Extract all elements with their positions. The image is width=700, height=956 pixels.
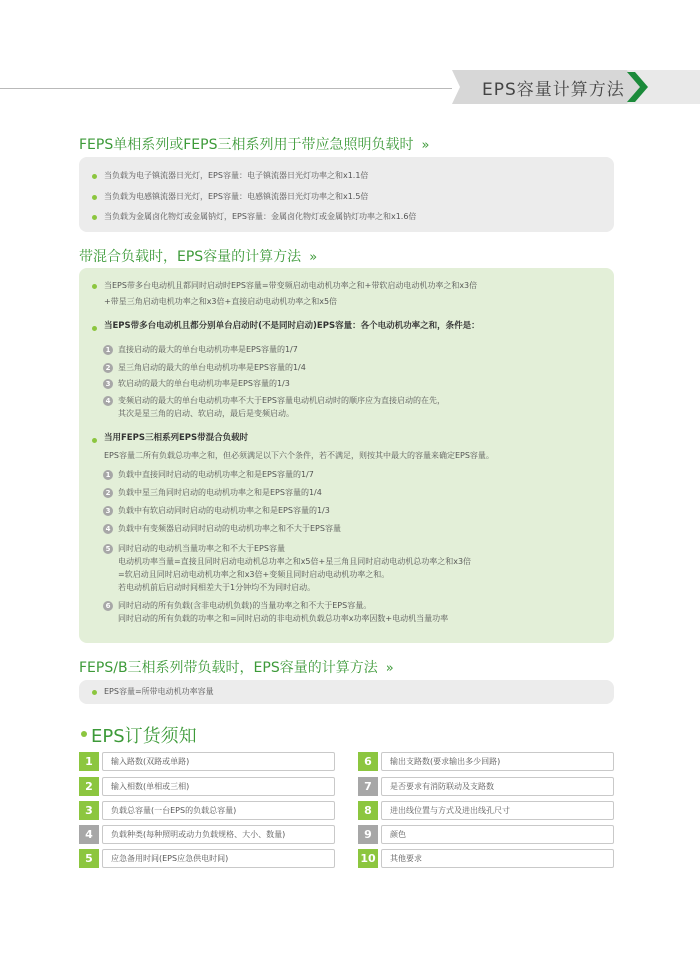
order-row [358,849,614,868]
number-badge: 2 [103,488,113,498]
number-badge: 5 [103,544,113,554]
section2-p2-title: 当EPS带多台电动机且都分别单台启动时(不是同时启动)EPS容量：各个电动机功率之和，条件是： [104,321,480,331]
section2-p3-item-cont: 若电动机前后启动时间相差大于1分钟均不为同时启动。 [118,583,316,592]
section3-heading-text: FEPS/B三相系列带负载时，EPS容量的计算方法 [79,660,378,676]
order-text: 负载种类(每种照明或动力负载规格、大小、数量) [111,830,286,839]
bullet-icon [92,195,97,200]
order-number: 1 [79,752,99,771]
number-badge: 2 [103,363,113,373]
number-badge: 6 [103,601,113,611]
order-text: 负载总容量(一台EPS的负载总容量) [111,806,237,815]
order-cell [381,825,614,844]
order-number: 4 [79,825,99,844]
chevron-right-icon: » [421,138,430,153]
page-title: EPS容量计算方法 [482,80,625,100]
section2-p2-item: 软启动的最大的单台电动机功率是EPS容量的1/3 [118,379,290,388]
bullet-icon [92,174,97,179]
section2-p3-item: 负载中直接同时启动的电动机功率之和是EPS容量的1/7 [118,470,314,479]
section2-heading [79,246,317,266]
section2-p3-title: 当用FEPS三相系列EPS带混合负载时 [104,433,249,443]
number-badge: 4 [103,396,113,406]
bullet-icon [92,690,97,695]
order-text: 应急备用时间(EPS应急供电时间) [111,854,229,863]
section2-p2-item: 星三角启动的最大的单台电动机功率是EPS容量的1/4 [118,363,306,372]
order-cell [381,801,614,820]
section3-item: EPS容量=所带电动机功率容量 [104,687,214,696]
order-cell [102,825,335,844]
order-row [79,801,335,820]
order-title: EPS订货须知 [91,726,197,747]
order-number: 3 [79,801,99,820]
order-cell [381,752,614,771]
section2-p3-item-cont: 电动机功率当量=直接且同时启动电动机总功率之和x5倍+星三角且同时启动电动机总功率之和x3倍 [118,557,472,566]
number-badge: 1 [103,345,113,355]
section3-box [79,680,614,704]
order-number: 9 [358,825,378,844]
section2-p3-item: 负载中有变频器启动同时启动的电动机功率之和不大于EPS容量 [118,524,341,533]
order-cell [381,849,614,868]
bullet-icon [92,215,97,220]
section3-heading [79,657,394,677]
order-row [79,777,335,796]
section1-heading [79,134,429,154]
number-badge: 3 [103,379,113,389]
header-rule [0,88,452,89]
order-text: 颜色 [390,830,406,839]
order-text: 输出支路数(要求输出多少回路) [390,757,501,766]
order-text: 进出线位置与方式及进出线孔尺寸 [390,806,510,815]
section2-p2-item: 直接启动的最大的单台电动机功率是EPS容量的1/7 [118,345,298,354]
section2-p3-item-cont: 同时启动的所有负载的功率之和=同时启动的非电动机负载总功率x功率因数+电动机当量功率 [118,614,449,623]
number-badge: 1 [103,470,113,480]
chevron-right-icon: » [309,250,318,265]
section2-p3-item: 负载中有软启动同时启动的电动机功率之和是EPS容量的1/3 [118,506,330,515]
section2-p3-item: 同时启动的所有负载(含非电动机负载)的当量功率之和不大于EPS容量。 [118,601,372,610]
order-row [358,752,614,771]
bullet-icon [92,284,97,289]
section1-box [79,157,614,232]
order-text: 是否要求有消防联动及支路数 [390,782,494,791]
order-number: 5 [79,849,99,868]
section1-heading-text: FEPS单相系列或FEPS三相系列用于带应急照明负载时 [79,137,414,153]
order-cell [381,777,614,796]
section2-p3-intro: EPS容量二所有负载总功率之和，但必须满足以下六个条件，若不满足，则按其中最大的容量来确定EPS容量。 [104,451,494,460]
bullet-icon [92,438,97,443]
order-cell [102,849,335,868]
bullet-icon [81,731,87,737]
section1-item: 当负载为电感镇流器日光灯，EPS容量：电感镇流器日光灯功率之和x1.5倍 [104,192,369,201]
order-row [79,825,335,844]
order-number: 8 [358,801,378,820]
section2-p2-item: 变频启动的最大的单台电动机功率不大于EPS容量电动机启动时的顺序应为直接启动的在先， [118,396,445,405]
title-tab [452,70,700,104]
order-row [79,752,335,771]
section1-item: 当负载为电子镇流器日光灯，EPS容量：电子镇流器日光灯功率之和x1.1倍 [104,171,369,180]
order-number: 6 [358,752,378,771]
order-cell [102,777,335,796]
order-row [358,825,614,844]
order-cell [102,801,335,820]
section2-box [79,268,614,643]
order-number: 10 [358,849,378,868]
order-cell [102,752,335,771]
order-number: 7 [358,777,378,796]
order-row [79,849,335,868]
section2-p3-item: 同时启动的电动机当量功率之和不大于EPS容量 [118,544,285,553]
section2-p1-line2: +带星三角启动电机功率之和x3倍+直接启动电动机功率之和x5倍 [104,297,338,306]
order-row [358,777,614,796]
order-row [358,801,614,820]
section2-p2-item-cont: 其次是星三角的启动、软启动，最后是变频启动。 [118,409,294,418]
section2-p3-item: 负载中星三角同时启动的电动机功率之和是EPS容量的1/4 [118,488,322,497]
number-badge: 4 [103,524,113,534]
section1-item: 当负载为金属卤化物灯或金属钠灯，EPS容量：金属卤化物灯或金属钠灯功率之和x1.6倍 [104,212,417,221]
order-number: 2 [79,777,99,796]
bullet-icon [92,326,97,331]
number-badge: 3 [103,506,113,516]
section2-heading-text: 带混合负载时，EPS容量的计算方法 [79,249,302,265]
section2-p1-line1: 当EPS带多台电动机且都同时启动时EPS容量=带变频启动电动机功率之和+带软启动电动机功率之和x3倍 [104,281,478,290]
order-text: 输入相数(单相或三相) [111,782,190,791]
order-text: 输入路数(双路或单路) [111,757,190,766]
order-text: 其他要求 [390,854,422,863]
chevron-right-icon: » [385,661,394,676]
section2-p3-item-cont: =软启动且同时启动电动机功率之和x3倍+变频且同时启动电动机功率之和。 [118,570,390,579]
